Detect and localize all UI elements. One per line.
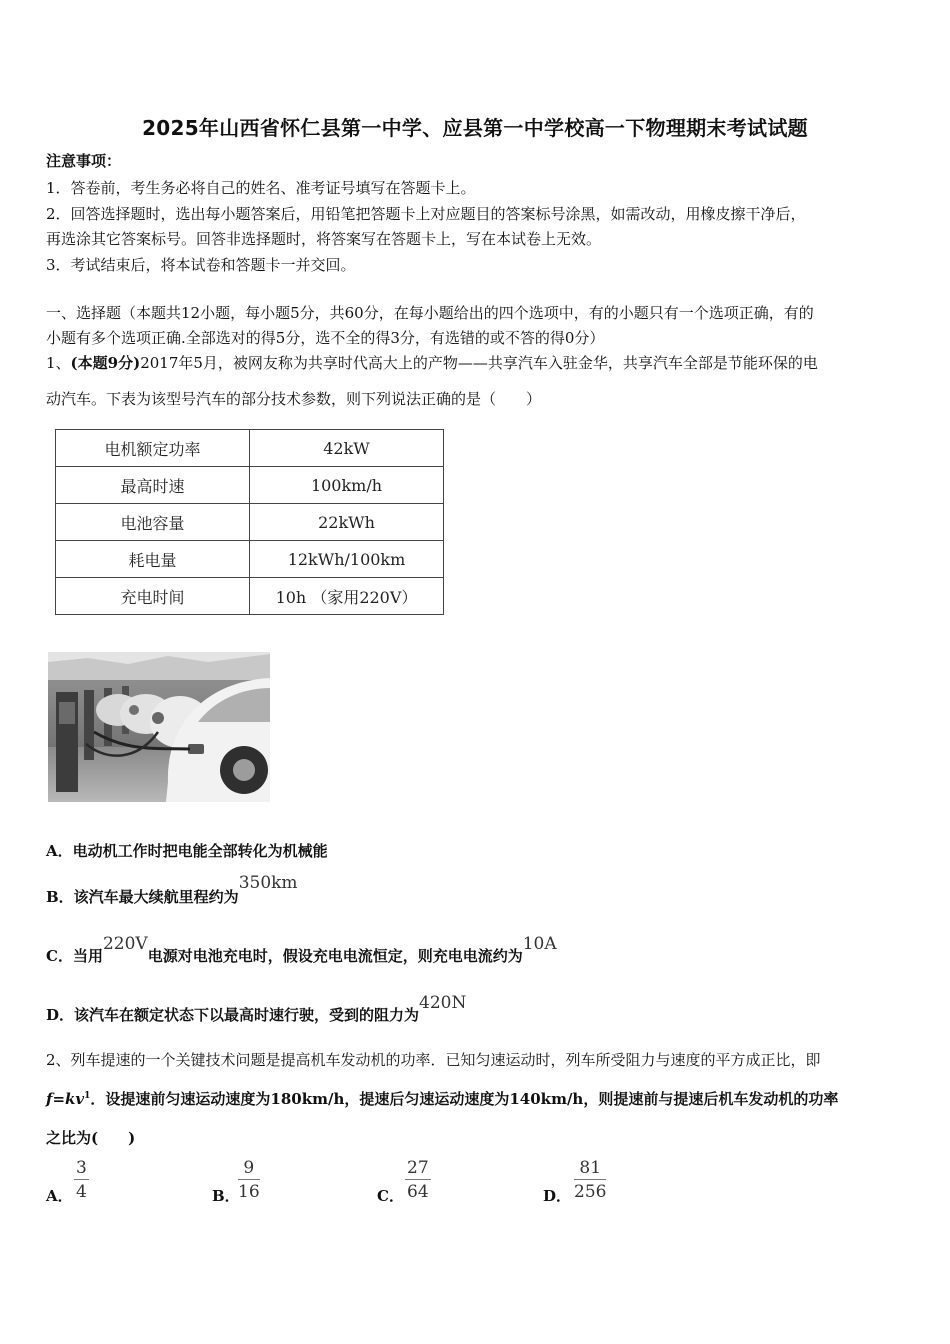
formula-equals: = — [52, 1090, 66, 1108]
q1-option-b-value: 350km — [238, 873, 298, 893]
spec-table — [55, 429, 444, 615]
question-1-line-1 — [46, 352, 818, 373]
q2-choice-c-label: C． — [377, 1187, 404, 1205]
question-1-tag: (本题9分) — [70, 354, 141, 372]
page-title: 2025年山西省怀仁县第一中学、应县第一中学校高一下物理期末考试试题 — [142, 116, 808, 140]
table-cell: 10h （家用220V） — [250, 578, 444, 615]
formula-kv: kv — [65, 1090, 85, 1108]
formula-f: f — [46, 1090, 53, 1108]
notice-item-1: 1．答卷前，考生务必将自己的姓名、准考证号填写在答题卡上。 — [46, 179, 476, 197]
q2-choice-b-label: B． — [212, 1187, 240, 1205]
q1-option-c-prefix: C．当用 — [46, 947, 103, 965]
fraction-numerator: 81 — [574, 1157, 606, 1180]
q1-option-b-text: B．该汽车最大续航里程约为 — [46, 888, 239, 906]
q1-option-b — [46, 873, 298, 907]
electric-car-charging-photo — [48, 652, 270, 802]
question-2-line-3: 之比为( ) — [46, 1129, 136, 1147]
q1-option-c — [46, 934, 557, 966]
question-1-number: 1、 — [46, 354, 71, 372]
table-row — [56, 467, 444, 504]
q2-choice-a-fraction — [74, 1157, 89, 1204]
question-2-line-1: 2、列车提速的一个关键技术问题是提高机车发动机的功率．已知匀速运动时，列车所受阻力与速度的平方成正比，即 — [46, 1051, 821, 1069]
q1-option-c-middle: 电源对电池充电时，假设充电电流恒定，则充电电流约为 — [147, 947, 523, 965]
fraction-denominator: 64 — [407, 1182, 429, 1202]
notice-item-2a: 2．回答选择题时，选出每小题答案后，用铅笔把答题卡上对应题目的答案标号涂黑，如需改动，用橡皮擦干净后， — [46, 205, 806, 223]
table-cell: 22kWh — [250, 504, 444, 541]
notice-item-3: 3．考试结束后，将本试卷和答题卡一并交回。 — [46, 256, 356, 274]
section-instructions-1: 一、选择题（本题共12小题，每小题5分，共60分，在每小题给出的四个选项中，有的小题只有一个选项正确，有的 — [46, 304, 814, 322]
q1-option-d-text: D．该汽车在额定状态下以最高时速行驶，受到的阻力为 — [46, 1006, 420, 1024]
question-1-line-2: 动汽车。下表为该型号汽车的部分技术参数，则下列说法正确的是（ ） — [46, 390, 542, 408]
fraction-denominator: 16 — [238, 1182, 260, 1202]
fraction-numerator: 3 — [76, 1158, 87, 1178]
table-cell: 100km/h — [250, 467, 444, 504]
question-1-text: 2017年5月，被网友称为共享时代高大上的产物——共享汽车入驻金华，共享汽车全部是节能环保的电 — [140, 354, 818, 372]
table-cell: 耗电量 — [56, 541, 250, 578]
table-cell: 12kWh/100km — [250, 541, 444, 578]
q1-option-c-voltage: 220V — [102, 934, 148, 954]
q2-choice-a-label: A． — [46, 1187, 73, 1205]
q2-choice-c-fraction — [405, 1157, 431, 1204]
table-cell: 电池容量 — [56, 504, 250, 541]
notice-item-2b: 再选涂其它答案标号。回答非选择题时，将答案写在答题卡上，写在本试卷上无效。 — [46, 230, 602, 248]
fraction-numerator: 27 — [407, 1158, 429, 1178]
q1-option-d-value: 420N — [419, 993, 467, 1013]
question-2-line-2-text: ．设提速前匀速运动速度为180km/h，提速后匀速运动速度为140km/h，则提速前与提速后机车发动机的功率 — [90, 1090, 839, 1108]
fraction-denominator: 256 — [574, 1182, 607, 1202]
fraction-denominator: 4 — [76, 1182, 87, 1202]
table-row — [56, 541, 444, 578]
table-cell: 42kW — [250, 430, 444, 467]
table-row — [56, 578, 444, 615]
section-instructions-2: 小题有多个选项正确.全部选对的得5分，选不全的得3分，有选错的或不答的得0分） — [46, 329, 605, 347]
table-cell: 最高时速 — [56, 467, 250, 504]
q2-choice-d-fraction — [574, 1157, 606, 1204]
q2-choice-d-label: D． — [543, 1187, 572, 1205]
q1-option-c-current: 10A — [522, 934, 557, 954]
question-2-line-2 — [46, 1088, 838, 1109]
table-row — [56, 504, 444, 541]
formula-exponent: 1 — [84, 1091, 91, 1101]
table-cell: 电机额定功率 — [56, 430, 250, 467]
notice-heading: 注意事项： — [46, 152, 122, 170]
table-cell: 充电时间 — [56, 578, 250, 615]
fraction-numerator: 9 — [238, 1157, 260, 1180]
q2-choice-b-fraction — [238, 1157, 260, 1204]
q1-option-a: A．电动机工作时把电能全部转化为机械能 — [46, 842, 328, 860]
q1-option-d — [46, 993, 467, 1025]
table-row — [56, 430, 444, 467]
